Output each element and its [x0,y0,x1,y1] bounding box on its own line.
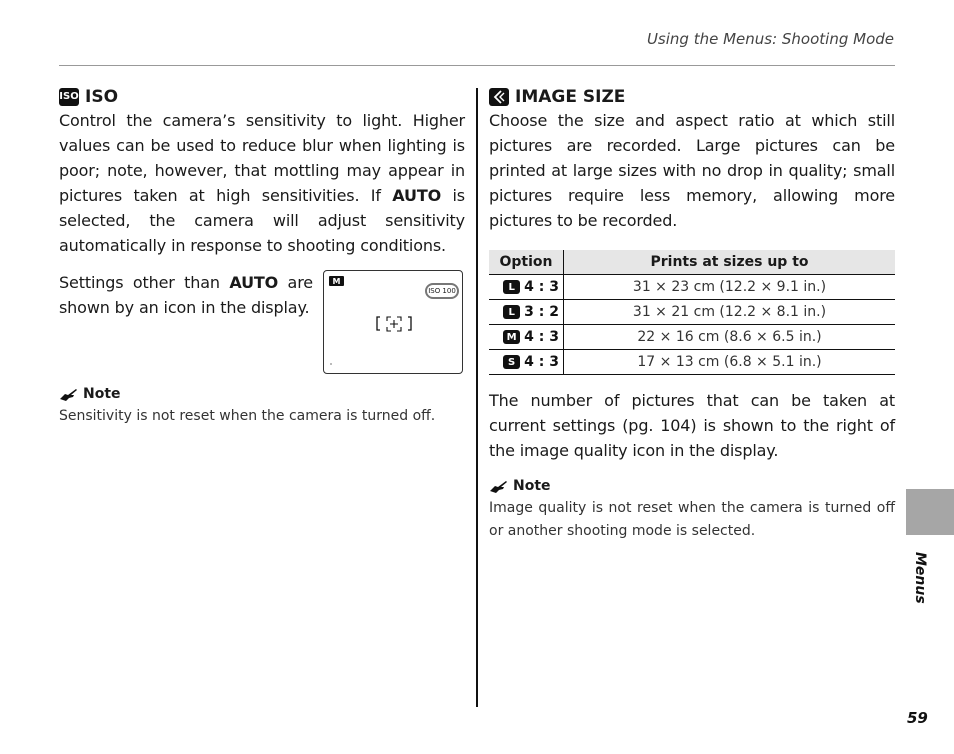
iso-note-text: Sensitivity is not reset when the camera is turned off. [59,408,436,424]
header-rule [59,65,895,66]
iso-note-heading: Note [59,385,465,403]
pointing-hand-icon [59,386,79,402]
table-row: S 4 : 3 17 × 13 cm (6.8 × 5.1 in.) [489,350,895,375]
iso-settings-block [59,270,465,374]
image-size-count-text: The number of pictures that can be taken at current settings (pg. 104) is shown to the right of the image quality icon in the display. [489,391,895,460]
iso-settings-text: Settings other than AUTO are shown by an icon in the display. [59,273,313,317]
size-m-icon: M [503,330,520,344]
iso-section [59,86,465,428]
table-row: L 3 : 2 31 × 21 cm (12.2 × 8.1 in.) [489,300,895,325]
camera-display-illustration [323,270,463,374]
image-size-heading [489,86,895,108]
section-tab [906,489,954,535]
iso-title: ISO [85,87,119,107]
size-l-icon: L [503,305,520,319]
focus-frame-icon [374,313,414,335]
image-size-table [489,250,895,375]
image-size-section [489,86,895,543]
image-size-note-heading: Note [489,477,895,495]
image-size-icon [489,88,509,106]
auto-keyword: AUTO [392,186,442,205]
header-option: Option [489,250,564,275]
auto-keyword-2: AUTO [229,273,279,292]
header-prints: Prints at sizes up to [564,250,896,275]
running-header: Using the Menus: Shooting Mode [646,30,894,48]
iso-icon: ISO [59,88,79,106]
image-size-note-text: Image quality is not reset when the camera is turned off or another shooting mode is selected. [489,500,895,539]
table-row: L 4 : 3 31 × 23 cm (12.2 × 9.1 in.) [489,275,895,300]
size-s-icon: S [503,355,520,369]
pointing-hand-icon [489,478,509,494]
mode-m-icon: M [329,276,344,286]
image-size-description: Choose the size and aspect ratio at which still pictures are recorded. Large pictures can be printed at large sizes with no drop in quality; small pictures require less memory, allowing more pictures to be recorded. [489,111,895,230]
image-size-note [489,477,895,543]
iso-100-badge: ISO 100 [425,283,459,299]
display-dot [330,363,332,365]
table-header-row [489,250,895,275]
column-divider [476,88,478,707]
size-l-icon: L [503,280,520,294]
page-number: 59 [907,709,928,727]
table-row: M 4 : 3 22 × 16 cm (8.6 × 6.5 in.) [489,325,895,350]
iso-heading [59,86,465,108]
image-size-title: IMAGE SIZE [515,87,626,107]
section-tab-label: Menus [912,552,928,604]
iso-note [59,385,465,428]
iso-description: Control the camera’s sensitivity to light. Higher values can be used to reduce blur when lighting is poor; note, however, that mottling may appear in pictures taken at high sensitivities. If AUTO is selected, the camera will adjust sensitivity automatically in response to shooting conditions. [59,111,465,255]
